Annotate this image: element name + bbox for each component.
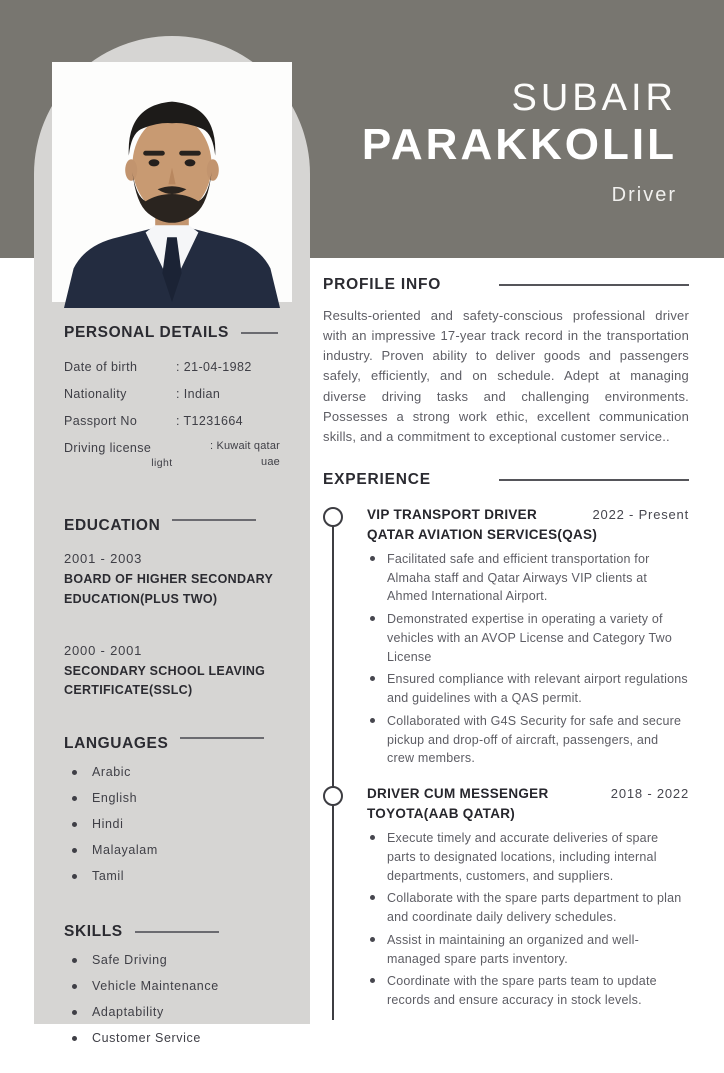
job-company: TOYOTA(AAB QATAR) [367,806,516,822]
detail-value: : 21-04-1982 [176,360,252,374]
job-bullet-list [367,550,689,768]
skill-item: Safe Driving [64,953,280,967]
personal-details-heading: PERSONAL DETAILS [64,324,229,341]
detail-label: Nationality [64,387,127,402]
detail-label-suffix: light [151,457,173,470]
section-experience [323,471,689,1010]
education-dates: 2000 - 2001 [64,643,143,658]
language-item: Tamil [64,869,280,883]
job-entry [323,507,689,768]
job-header [367,507,689,522]
detail-row [64,358,280,376]
education-title: SECONDARY SCHOOL LEAVING CERTIFICATE(SSLC) [64,664,266,698]
detail-value: : Indian [176,387,221,402]
profile-info-heading: PROFILE INFO [323,276,442,293]
education-heading-row [64,517,280,535]
section-personal-details [64,324,280,471]
detail-value: : T1231664 [176,414,244,429]
education-item [64,643,280,701]
heading-rule [180,737,264,739]
portrait-illustration [52,62,292,302]
job-bullet-list [367,829,689,1010]
detail-row [64,412,280,430]
education-item [64,551,280,609]
heading-rule [241,332,278,334]
experience-timeline [323,507,689,1010]
sidebar-content [64,324,280,1073]
section-education [64,517,280,701]
job-title: Driver [611,184,677,207]
skill-item: Adaptability [64,1005,280,1019]
section-languages [64,735,280,883]
profile-photo [52,62,292,302]
job-bullet: Collaborate with the spare parts department to plan and coordinate daily delivery schedules. [367,889,689,927]
job-title-text: VIP TRANSPORT DRIVER [367,506,538,522]
main-column [323,276,689,1028]
detail-label: Date of birth [64,360,138,374]
education-dates: 2001 - 2003 [64,551,143,567]
languages-list [64,765,280,883]
education-heading: EDUCATION [64,517,161,535]
job-dates: 2018 - 2022 [610,786,689,802]
job-bullet: Facilitated safe and efficient transportation for Almaha staff and Qatar Airways VIP clients at Ahmed International Airport. [367,550,689,606]
skills-list [64,953,280,1045]
language-item: Malayalam [64,843,280,857]
language-item: Hindi [64,817,280,831]
job-bullet: Assist in maintaining an organized and well-managed spare parts inventory. [367,931,689,969]
heading-rule [499,284,689,286]
section-skills [64,923,280,1045]
timeline-node-icon [323,786,343,806]
timeline-node-icon [323,507,343,527]
personal-details-rows [64,358,280,471]
detail-label: Passport No [64,414,138,429]
profile-info-heading-row [323,276,689,294]
job-dates: 2022 - Present [592,506,689,522]
profile-text: Results-oriented and safety-conscious professional driver with an impressive 17-year track record in the transportation industry. Proven ability to deliver goods and passengers safely, efficiently, and on schedule. Adept at managing diverse driving tasks and challenging environments. Possesses a strong work ethic, excellent communication skills, and a commitment to exceptional customer service.. [323,308,689,444]
detail-label: Driving license [64,441,152,456]
skill-item: Vehicle Maintenance [64,979,280,993]
job-entry [323,786,689,1010]
personal-details-heading-row [64,324,280,342]
experience-heading-row [323,471,689,489]
job-bullet: Execute timely and accurate deliveries of spare parts to designated locations, including internal departments, customers, and suppliers. [367,829,689,885]
job-title-text: DRIVER CUM MESSENGER [367,786,549,802]
section-profile-info [323,276,689,447]
job-bullet: Collaborated with G4S Security for safe and secure pickup and drop-off of aircraft, passengers, and crew members. [367,712,689,768]
languages-heading: LANGUAGES [64,734,169,752]
job-header [367,786,689,801]
skill-item: Customer Service [64,1031,280,1045]
languages-heading-row [64,735,280,753]
sidebar [34,36,310,1045]
skills-heading-row [64,923,280,941]
education-title: BOARD OF HIGHER SECONDARY EDUCATION(PLUS TWO) [64,572,273,606]
last-name: PARAKKOLIL [361,119,677,169]
heading-rule [135,931,219,933]
language-item: English [64,791,280,805]
job-bullet: Ensured compliance with relevant airport regulations and guidelines with a QAS permit. [367,670,689,708]
job-company: QATAR AVIATION SERVICES(QAS) [367,526,598,542]
first-name: SUBAIR [511,77,677,119]
job-bullet: Demonstrated expertise in operating a variety of vehicles with an AVOP License and Category Two License [367,610,689,666]
detail-value: : Kuwait qatar uae [209,440,280,469]
name-block [362,78,677,207]
job-bullet: Coordinate with the spare parts team to update records and ensure accuracy in stock levels. [367,972,689,1010]
detail-row [64,385,280,403]
heading-rule [172,519,256,521]
detail-row [64,439,280,471]
skills-heading: SKILLS [64,922,123,940]
experience-heading: EXPERIENCE [323,470,431,488]
heading-rule [499,479,689,481]
language-item: Arabic [64,765,280,779]
